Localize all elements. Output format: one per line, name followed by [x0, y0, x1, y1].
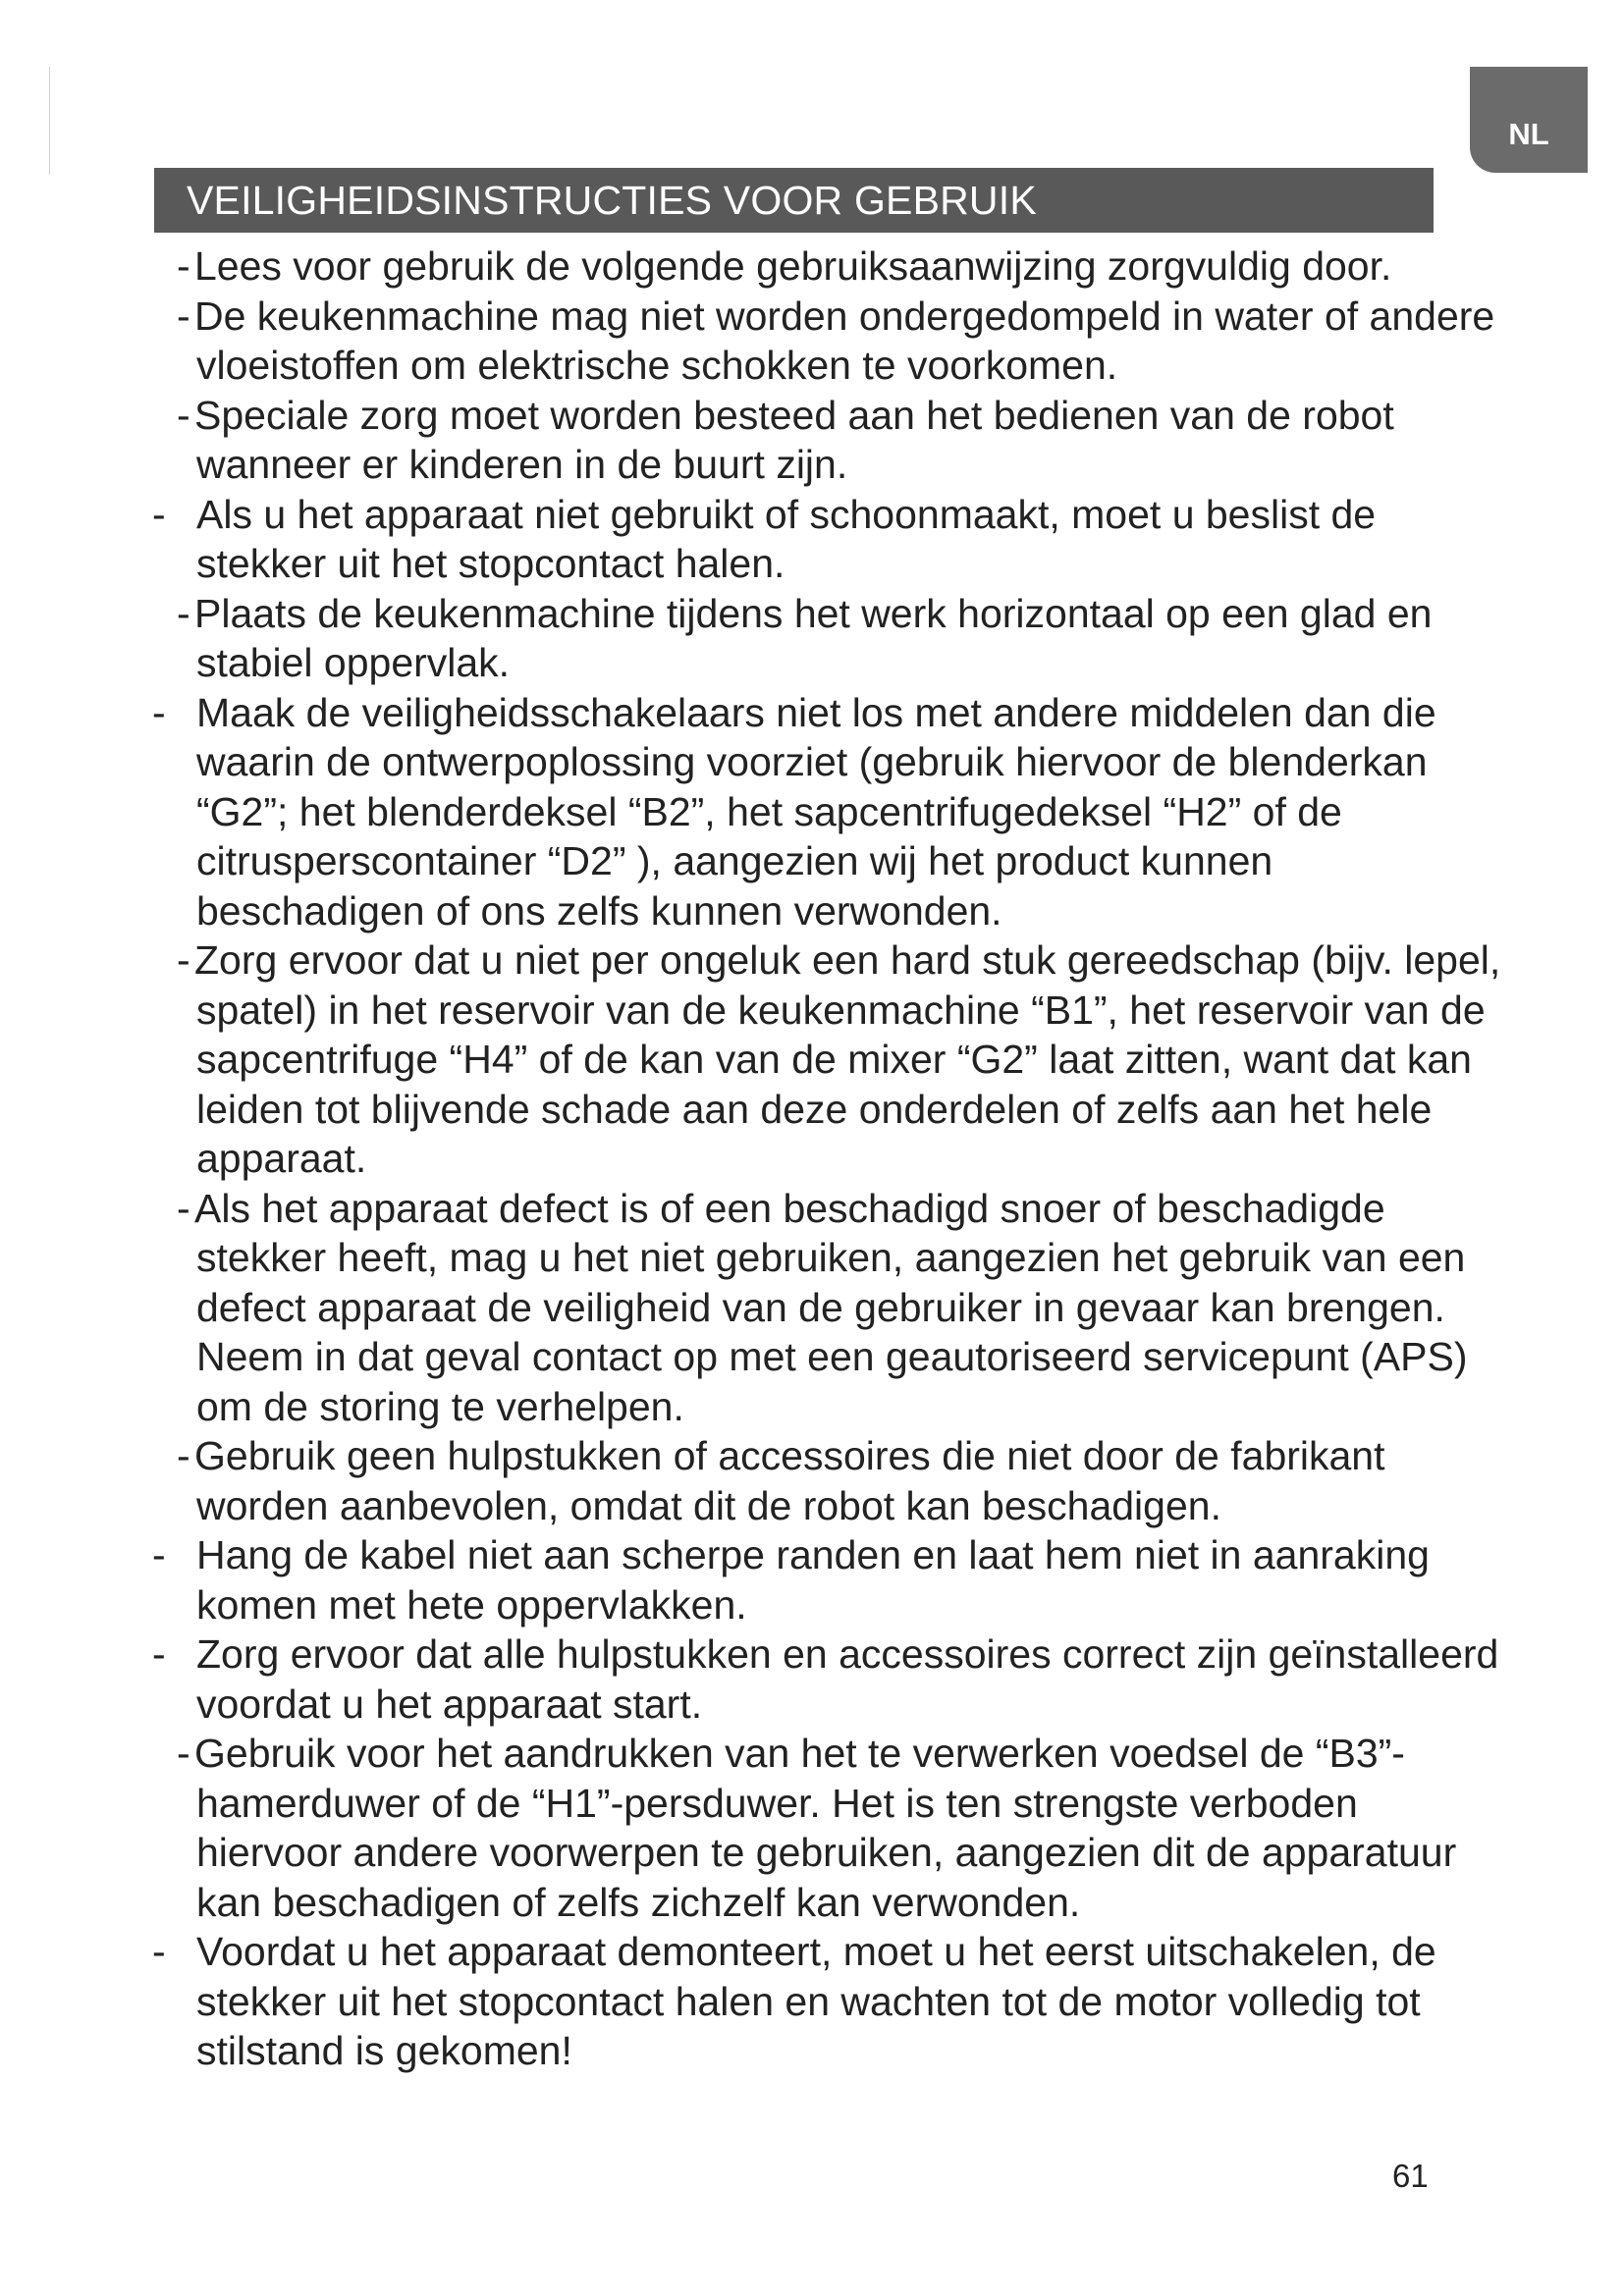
instruction-item	[147, 1729, 1502, 1927]
bullet-dash: -	[177, 590, 190, 636]
instruction-text: Zorg ervoor dat alle hulpstukken en accessoires correct zijn geïnstalleerd voordat u het apparaat start.	[196, 1631, 1499, 1727]
language-tab	[1470, 67, 1588, 173]
instruction-item	[147, 1530, 1502, 1629]
instruction-item	[147, 589, 1502, 688]
instruction-text: Zorg ervoor dat u niet per ongeluk een hard stuk gereedschap (bijv. lepel, spatel) in het reservoir van de keukenmachine “B1”, het reservoir van de sapcentrifuge “H4” of de kan van de mixer “G2” laat zitten, want dat kan leiden tot blijvende schade aan deze onderdelen of zelfs aan het hele apparaat.	[194, 937, 1501, 1181]
instruction-text: Lees voor gebruik de volgende gebruiksaanwijzing zorgvuldig door.	[194, 243, 1392, 289]
language-tab-label: NL	[1508, 117, 1549, 151]
section-title: VEILIGHEIDSINSTRUCTIES VOOR GEBRUIK	[187, 177, 1037, 223]
bullet-dash: -	[177, 293, 190, 339]
margin-rule	[49, 67, 50, 175]
bullet-dash: -	[177, 1185, 190, 1231]
bullet-dash: -	[177, 1433, 190, 1478]
instruction-item	[147, 935, 1502, 1184]
instruction-text: Als u het apparaat niet gebruikt of schoonmaakt, moet u beslist de stekker uit het stopcontact halen.	[196, 491, 1377, 586]
instruction-text: Voordat u het apparaat demonteert, moet u het eerst uitschakelen, de stekker uit het stopcontact halen en wachten tot de motor volledig tot stilstand is gekomen!	[196, 1929, 1436, 2073]
bullet-dash: -	[152, 689, 166, 735]
instruction-item	[147, 1184, 1502, 1432]
instruction-text: Hang de kabel niet aan scherpe randen en laat hem niet in aanraking komen met hete oppervlakken.	[196, 1532, 1430, 1628]
section-title-bar	[154, 168, 1434, 233]
bullet-dash: -	[177, 1731, 190, 1776]
instruction-item	[147, 1927, 1502, 2076]
bullet-dash: -	[177, 392, 190, 438]
instruction-text: Maak de veiligheidsschakelaars niet los met andere middelen dan die waarin de ontwerpoplossing voorziet (gebruik hiervoor de blenderkan “G2”; het blenderdeksel “B2”, het sapcentrifugedeksel “H2” of de citrusperscontainer “D2” ), aangezien wij het product kunnen beschadigen of ons zelfs kunnen verwonden.	[196, 689, 1436, 934]
instruction-text: Als het apparaat defect is of een beschadigd snoer of beschadigde stekker heeft, mag u het niet gebruiken, aangezien het gebruik van een defect apparaat de veiligheid van de gebruiker in gevaar kan brengen. Neem in dat geval contact op met een geautoriseerd servicepunt (APS) om de storing te verhelpen.	[194, 1185, 1468, 1429]
bullet-dash: -	[177, 937, 190, 983]
bullet-dash: -	[152, 491, 166, 537]
instruction-item	[147, 292, 1502, 391]
instruction-text: Speciale zorg moet worden besteed aan het bedienen van de robot wanneer er kinderen in de buurt zijn.	[194, 392, 1394, 487]
bullet-dash: -	[152, 1631, 166, 1677]
instruction-item	[147, 490, 1502, 589]
instruction-item	[147, 241, 1502, 292]
bullet-dash: -	[177, 243, 190, 289]
instruction-item	[147, 1629, 1502, 1729]
instruction-item	[147, 391, 1502, 490]
bullet-dash: -	[152, 1929, 166, 1974]
page-number: 61	[1392, 2158, 1429, 2194]
instruction-item	[147, 688, 1502, 936]
instruction-text: Gebruik voor het aandrukken van het te verwerken voedsel de “B3”-hamerduwer of de “H1”-persduwer. Het is ten strengste verboden hiervoor andere voorwerpen te gebruiken, aangezien dit de apparatuur kan beschadigen of zelfs zichzelf kan verwonden.	[194, 1731, 1457, 1925]
instruction-text: De keukenmachine mag niet worden ondergedompeld in water of andere vloeistoffen om elektrische schokken te voorkomen.	[194, 293, 1495, 388]
instruction-list	[147, 241, 1502, 2076]
instruction-item	[147, 1431, 1502, 1530]
instruction-text: Plaats de keukenmachine tijdens het werk horizontaal op een glad en stabiel oppervlak.	[194, 590, 1433, 685]
instruction-text: Gebruik geen hulpstukken of accessoires die niet door de fabrikant worden aanbevolen, omdat dit de robot kan beschadigen.	[194, 1433, 1385, 1528]
bullet-dash: -	[152, 1532, 166, 1577]
